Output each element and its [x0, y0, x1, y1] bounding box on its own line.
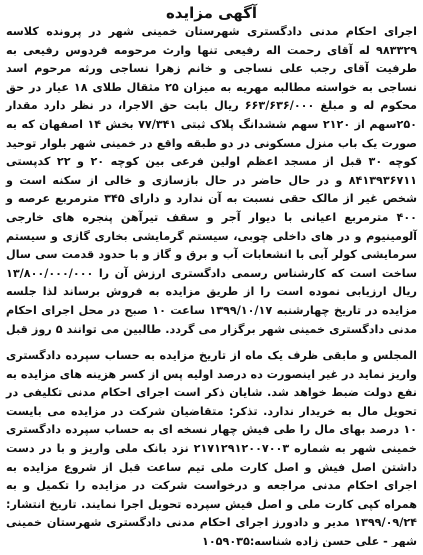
notice-page	[4, 3, 419, 548]
notice-id-label: شناسه:	[249, 534, 292, 547]
notice-body-paragraph-1: اجرای احکام مدنی دادگستری شهرستان خمینی شهر در پرونده کلاسه ۹۸۳۳۲۹ له آقای رحمت اله رفیعی تنها وارث مرحومه فردوس رفیعی به طرفیت آقای رجب علی نساجی و خانم زهرا نساجی ورثه مرحوم اسد نساجی به خواسته مطالبه مهریه به میزان ۲۵ مثقال طلای ۱۸ عیار در حق محکوم له و مبلغ ۶۶۳/۶۳۶/۰۰۰ ریال بابت حق الاجرا، در نظر دارد مقدار ۲۵۰سهم از ۲۱۲۰ سهم ششدانگ پلاک ثبتی ۷۷/۳۴۱ بخش ۱۴ اصفهان که به صورت یک باب منزل مسکونی در دو طبقه واقع در خمینی شهر بلوار توحید کوچه ۳۰ قبل از مسجد اعظم اولین فرعی بین کوچه ۲۰ و ۲۲ کدپستی ۸۴۱۳۹۳۶۷۱۱ و در حال حاضر در حال بازسازی و خالی از سکنه است و شخص غیر از مالک حقی نسبت به آن ندارد و دارای ۳۴۵ مترمربع عرصه و ۴۰۰ مترمربع اعیانی با دیوار آجر و سقف تیرآهن پنجره های خارجی آلومینیوم و در های داخلی چوبی، سیستم گرمایشی بخاری گازی و سیستم سرمایشی کولر آبی با انشعابات آب و برق و گاز و با حدود قدمت سی سال ساخت است که کارشناس رسمی دادگستری ارزش آن را ۱۳/۸۰۰/۰۰۰/۰۰۰ ریال ارزیابی نموده است را از طریق مزایده به فروش برساند لذا جلسه مزایده در تاریخ چهارشنبه ۱۳۹۹/۱۰/۱۷ ساعت ۱۰ صبح در محل اجرای احکام مدنی دادگستری خمینی شهر برگزار می گردد. طالبین می توانند ۵ روز قبل	[6, 25, 418, 336]
notice-body-paragraph-2	[4, 347, 419, 547]
notice-body-text: المجلس و مابقی ظرف یک ماه از تاریخ مزایده به حساب سپرده دادگستری واریز نماید در غیر اینصورت ده درصد اولیه پس از کسر هزینه های مزایده به نفع دولت ضبط خواهد شد. شایان ذکر است اجرای احکام مدنی تکلیفی در تحویل مال به خریدار ندارد. تذکر: متقاضیان شرکت در مزایده می بایست ۱۰ درصد بهای مال را طی فیش چهار نسخه ای به حساب سپرده دادگستری خمینی شهر به شماره ۲۱۷۱۲۹۱۲۰۰۷۰۰۳ نزد بانک ملی واریز و با در دست داشتن اصل فیش و اصل کارت ملی تیم ساعت قبل از شروع مزایده به اجرای احکام مدنی مراجعه و درخواست شرکت در مزایده را تکمیل و به همراه کپی کارت ملی و اصل فیش سپرده تحویل اجرا نمایند. تاریخ انتشار: ۱۳۹۹/۰۹/۲۴ مدیر و دادورز اجرای احکام مدنی دادگستری شهرستان خمینی شهر - علی حسن زاده	[6, 349, 417, 547]
notice-id-value: ۱۰۵۹۰۳۵	[202, 534, 250, 547]
notice-title: آگهی مزایده	[165, 4, 258, 22]
